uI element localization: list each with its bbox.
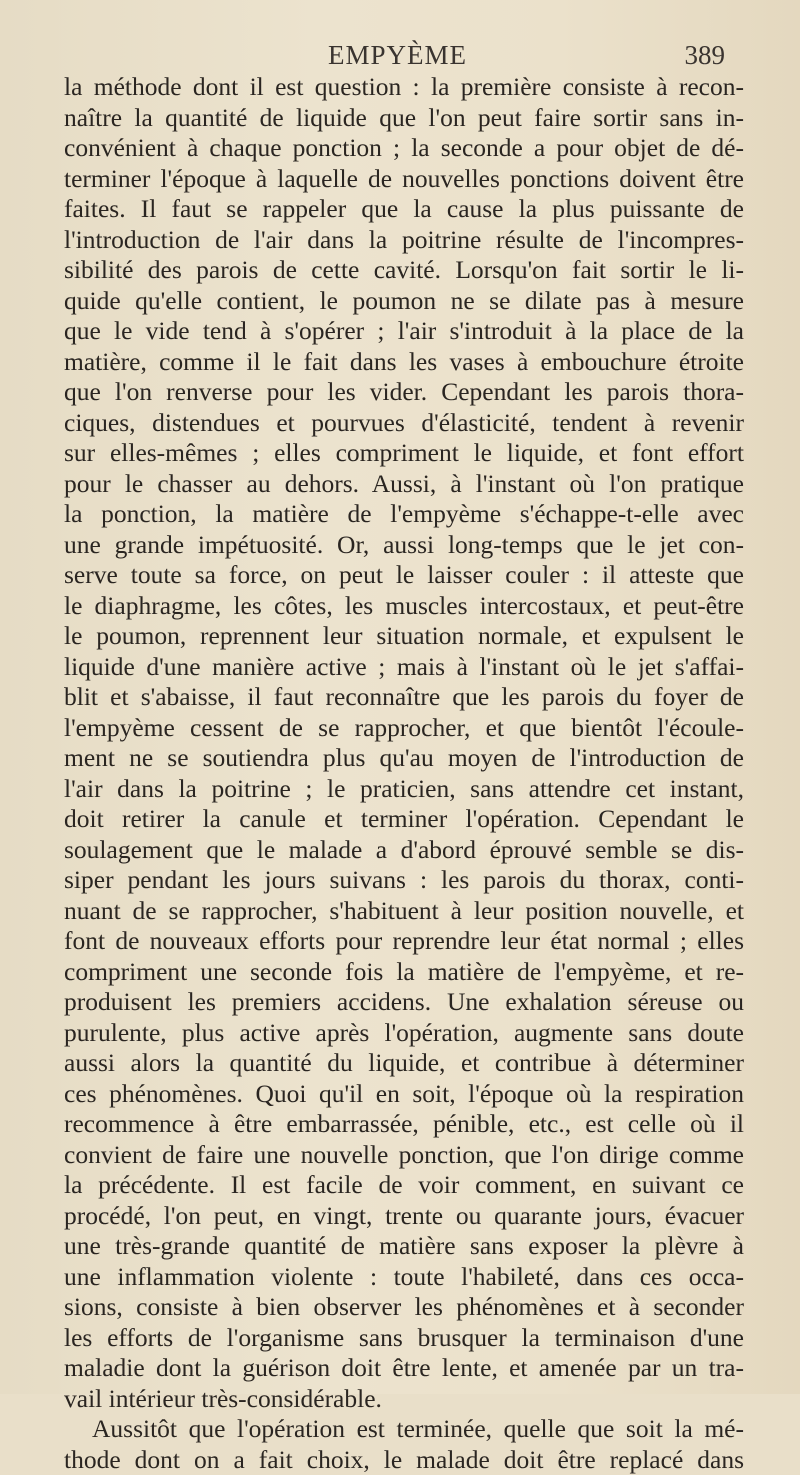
text-line: que l'on renverse pour les vider. Cependant les parois thora- [64, 377, 744, 408]
text-line: convénient à chaque ponction ; la seconde a pour objet de dé- [64, 133, 744, 164]
text-line: thode dont on a fait choix, le malade doit être replacé dans [64, 1445, 744, 1475]
text-line: ciques, distendues et pourvues d'élasticité, tendent à revenir [64, 408, 744, 439]
text-line: recommence à être embarrassée, pénible, etc., est celle où il [64, 1109, 744, 1140]
text-line: maladie dont la guérison doit être lente, et amenée par un tra- [64, 1353, 744, 1384]
text-line: l'air dans la poitrine ; le praticien, sans attendre cet instant, [64, 774, 744, 805]
text-line: aussi alors la quantité du liquide, et contribue à déterminer [64, 1048, 744, 1079]
text-line: nuant de se rapprocher, s'habituent à leur position nouvelle, et [64, 896, 744, 927]
text-line: que le vide tend à s'opérer ; l'air s'introduit à la place de la [64, 316, 744, 347]
text-line: sions, consiste à bien observer les phénomènes et à seconder [64, 1292, 744, 1323]
text-line: vail intérieur très-considérable. [64, 1384, 744, 1415]
text-line: faites. Il faut se rappeler que la cause la plus puissante de [64, 194, 744, 225]
text-line: la précédente. Il est facile de voir comment, en suivant ce [64, 1170, 744, 1201]
text-line: le poumon, reprennent leur situation normale, et expulsent le [64, 621, 744, 652]
text-line: la ponction, la matière de l'empyème s'échappe-t-elle avec [64, 499, 744, 530]
text-line: font de nouveaux efforts pour reprendre leur état normal ; elles [64, 926, 744, 957]
page-number: 389 [685, 40, 726, 71]
text-line: quide qu'elle contient, le poumon ne se dilate pas à mesure [64, 286, 744, 317]
text-line: sur elles-mêmes ; elles compriment le liquide, et font effort [64, 438, 744, 469]
text-line: les efforts de l'organisme sans brusquer la terminaison d'une [64, 1323, 744, 1354]
text-line: ment ne se soutiendra plus qu'au moyen de l'introduction de [64, 743, 744, 774]
text-line: une inflammation violente : toute l'habileté, dans ces occa- [64, 1262, 744, 1293]
text-line: ces phénomènes. Quoi qu'il en soit, l'époque où la respiration [64, 1079, 744, 1110]
body-text [64, 72, 744, 1475]
text-line: blit et s'abaisse, il faut reconnaître que les parois du foyer de [64, 682, 744, 713]
text-line: une grande impétuosité. Or, aussi long-temps que le jet con- [64, 530, 744, 561]
text-line: soulagement que le malade a d'abord éprouvé semble se dis- [64, 835, 744, 866]
text-line: liquide d'une manière active ; mais à l'instant où le jet s'affai- [64, 652, 744, 683]
text-line: l'introduction de l'air dans la poitrine résulte de l'incompres- [64, 225, 744, 256]
text-line: la méthode dont il est question : la première consiste à recon- [64, 72, 744, 103]
text-line: naître la quantité de liquide que l'on peut faire sortir sans in- [64, 103, 744, 134]
text-line: sibilité des parois de cette cavité. Lorsqu'on fait sortir le li- [64, 255, 744, 286]
text-line: le diaphragme, les côtes, les muscles intercostaux, et peut-être [64, 591, 744, 622]
text-line: une très-grande quantité de matière sans exposer la plèvre à [64, 1231, 744, 1262]
text-line: pour le chasser au dehors. Aussi, à l'instant où l'on pratique [64, 469, 744, 500]
page-header [70, 40, 725, 76]
text-line: procédé, l'on peut, en vingt, trente ou quarante jours, évacuer [64, 1201, 744, 1232]
text-line: Aussitôt que l'opération est terminée, quelle que soit la mé- [64, 1414, 744, 1445]
text-line: convient de faire une nouvelle ponction, que l'on dirige comme [64, 1140, 744, 1171]
text-line: produisent les premiers accidens. Une exhalation séreuse ou [64, 987, 744, 1018]
text-line: matière, comme il le fait dans les vases à embouchure étroite [64, 347, 744, 378]
text-line: compriment une seconde fois la matière de l'empyème, et re- [64, 957, 744, 988]
running-title: EMPYÈME [70, 40, 725, 71]
text-line: purulente, plus active après l'opération, augmente sans doute [64, 1018, 744, 1049]
text-line: terminer l'époque à laquelle de nouvelles ponctions doivent être [64, 164, 744, 195]
text-line: serve toute sa force, on peut le laisser couler : il atteste que [64, 560, 744, 591]
text-line: siper pendant les jours suivans : les parois du thorax, conti- [64, 865, 744, 896]
text-line: l'empyème cessent de se rapprocher, et que bientôt l'écoule- [64, 713, 744, 744]
text-line: doit retirer la canule et terminer l'opération. Cependant le [64, 804, 744, 835]
